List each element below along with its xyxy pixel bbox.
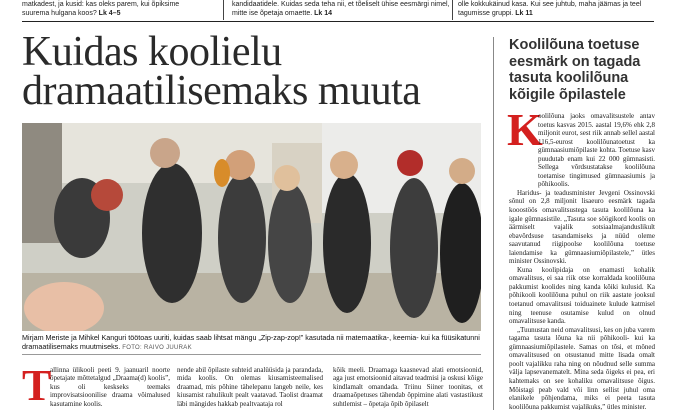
sidebar-headline: Koolilõuna toetuse eesmärk on tagada tasuta koolilõuna kõigile õpilastele	[509, 37, 641, 103]
caption-divider	[22, 354, 481, 355]
teaser-right-ref: Lk 11	[515, 10, 533, 17]
sidebar-body	[507, 104, 655, 410]
sidebar-paragraph-4: „Tuunustan neid omavalitsusi, kes on juba varem tagama tasuta lõuna ka nii põhikooli- kui ka gümnaasiumiõpilastele. Samas on tõsi, et mõned omavalitsused on otsustanud mitte lisada omalt poolt vajalikku raha ning on nõudnud selle summa välja lapsevanematelt. Mina sedа õigeks ei pea, eri kahtemaks on see kohaliku omavalitsuse õigus. Mõistagi peab vald või linn sellist juhul oma elanikele põhjendama, miks ei peeta tasuta koolilõuna pakkumist vajalikuks,” ütles minister.	[509, 325, 655, 410]
article-photo	[22, 123, 481, 331]
article-dropcap: T	[22, 361, 52, 410]
teaser-left-ref: Lk 4–5	[98, 10, 121, 17]
top-divider	[22, 21, 654, 22]
article-column-3: kõik meeli. Draamaga kaasnevad alati emotsioonid, aga just emotsioonid aitavad teadmisi ja oskusi kõige kindlamalt omandada. Triinu Siiner toonitas, et draamaõpetuses tähendab õppimine alati vastastikust suhtlemist – õpetaja õpib õpilaselt	[333, 366, 483, 408]
sidebar-dropcap: K	[507, 104, 543, 155]
teaser-middle-ref: Lk 14	[314, 10, 333, 17]
sidebar-paragraph-1: oolilõuna jaoks omavalitsustele antav toetus kasvas 2015. aastal 19,6% ehk 2,8 miljonit eurot, sest riik annab sellel aastal 116,5-eurost koolilõunatoetust ka gümnaasiumiõpilaste kohta. Toetuse kasv puudutab enam kui 22 000 gümnasisti. Sellega võrdsustatakse koolilõuna toetamise tingimused gümnaasiumis ja põhikoolis.	[538, 112, 655, 189]
sidebar-divider	[493, 37, 494, 410]
article-column-1: allinna ülikooli peeti 9. jaanuaril noorte õpetajate mõttetalgud „Draama(d) koolis”, kus oli keskseks teemaks improvisatsioonilise draama võimalused kasutamine koolis.	[50, 366, 170, 408]
article-column-2: nende abil õpilaste suhteid analüüsida ja parandada, mida koolis. On olemas kiusamisteemalised draamad, mis põhine tähelepanu langeb neile, kes kiusamist rahulikult pealt vaatavad. Taolist draamat läbi mängides hakkab pealtvaataja rol	[177, 366, 323, 408]
column-divider	[223, 0, 224, 20]
teaser-right: olle kokkukäinud kasa. Kui see juhtub, maha jäämas ja teel tagumisse gruppi. Lk 11	[458, 1, 642, 17]
sidebar-paragraph-2: Haridus- ja teadusminister Jevgeni Ossinovski sõnul on 2,8 miljonit lisaeuro eesmärk tagada kooostöös omavalitsustega tasuta koolilõuna ka igale gümnasistile. „Tasuta soe söögikord koolis on äärmiselt vajalik sotsiaalmajanduslikult ebavõrdsuse tasandamiseks ja nüüd oleme saavutanud riigipoolse koolilõuna toetuse laiendamise ka gümnaasiumiõpilastele,” ütles minister Ossinovski.	[509, 188, 655, 266]
photo-caption: Mirjam Meriste ja Mihkel Kanguri töötoas uuriti, kuidas saab lihtsat mängu „Zip-zap-zop!” kasutada nii matemaatika-, keemia- kui ka füüsikatunni dramaatilisemaks muutmiseks. FOTO: RAIVO JUURAK	[22, 333, 480, 351]
teaser-middle: kandidaatidele. Kuidas seda teha nii, et tõeliselt ühise eesmärgi nimel, mitte ise õpetaja omaette. Lk 14	[232, 1, 450, 17]
sidebar-paragraph-3: Kuna koolipidaja on enamasti kohalik omavalitsus, ei saa riik otse korraldada koolilõuna pakkumist koolides ning kanda kõiki kulusid. Ka põhikooli koolilõuna puhul on riik aastate jooksul toetanud omavalitsusi toiduainete kulude katmisel ning teenuse osutamise kulud on olnud omavalitsuse kanda.	[509, 265, 655, 326]
article-headline: Kuidas koolielu dramaatilisemaks muuta	[22, 29, 421, 114]
teaser-left: matkadest, ja kusid: kas oleks parem, kui õpiksime suurema hulgana koos? Lk 4–5	[22, 1, 180, 17]
photo-credit: FOTO: RAIVO JUURAK	[122, 345, 192, 351]
column-divider	[452, 0, 453, 20]
